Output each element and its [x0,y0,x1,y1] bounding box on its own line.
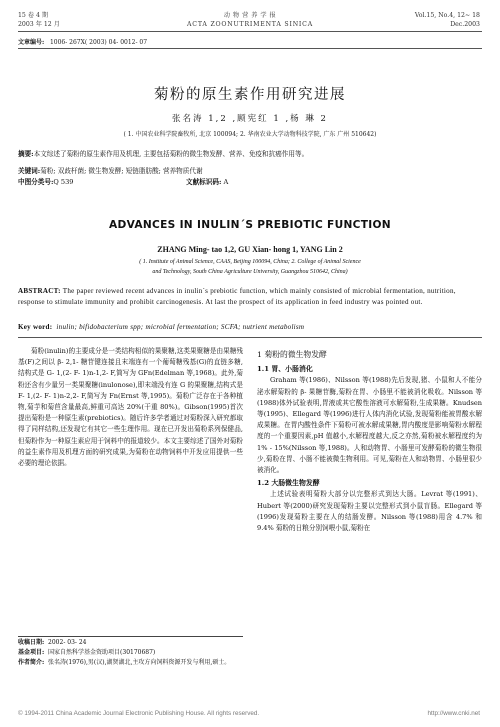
journal-name-cn: 动 物 营 养 学 报 [223,12,277,19]
abstract-en: ABSTRACT: The paper reviewed recent advances in inulin´s prebiotic function, which mainly consisted of microbial fermentation, nutrition, response to stimulate immunity and prohibit carcinogenesis. At last the prospect of its application in feed industry was pointed out. [18,287,456,306]
affiliation-en-line2: and Technology, South China Agriculture University, Guangzhou 510642, China) [152,269,348,275]
abstract-rule [18,337,482,338]
authors-cn: 张名涛 1,2 ,顾宪红 1 ,杨 琳 2 [172,114,328,124]
right-column [257,346,482,702]
footnote-rule [18,636,243,637]
author-bio: 作者简介: 张名涛(1976),男(汉),湖贤湖北,主攻方向饲料资源开发与利用,硕士。 [18,659,231,666]
volume-issue-cn: 15 卷 4 期 [18,12,49,19]
affiliation-en-line1: ( 1. Institute of Animal Science, CAAS, Beijing 100094, China; 2. College of Animal Science [139,259,361,265]
footnotes [18,638,243,668]
left-column [18,346,243,635]
document-code: 文献标识码: A [186,178,229,186]
intro-paragraph: 菊粉(inulin)的主要成分是一类结构相似的果聚糖,这类果聚糖是由果糖残基(F)之间以 β- 2,1- 糖苷键连接且末端连有一个葡萄糖残基(G)的直链多糖,结构式是 G- 1,(2- F- 1)n-1,2- F,简写为 GFn(Edelman 等,1968)。此外,菊粉还含有少量另一类果聚糖(inulonose),即末端没有连 G 的果聚糖,结构式是 F- 1,(2- F- 1)n-2,2- F,简写为 Fn(Ernst 等,1995)。菊粉广泛存在于各种植物,菊芋和菊苣含量最高,鲜重可高达 20%(干重 80%)。Gibson(1995)首次提出菊粉是一种原生素(prebiotics)。随后许多学者通过对菊粉深入研究都取得了同样结构,还发现它有其它一些生理作用。现在已开发出菊粉系列保健品,但菊粉作为一种原生素应用于饲料中的报道较少。本文主要综述了国外对菊粉的益生素作用及机理方面的研究成果,为菊粉在动物饲料中开发应用提供一些必要的理论依据。 [18,347,243,468]
affiliation-cn: ( 1. 中国农业科学院畜牧所, 北京 100094; 2. 华南农业大学动物科技学院, 广东 广州 510642) [123,131,377,138]
meta-rule [18,48,482,49]
abstract-cn: 摘要:本文综述了菊粉的原生素作用及机理, 主要包括菊粉的微生物发酵、营养、免疫和抗癌作用等。 [18,150,309,158]
funding: 基金项目: 国家自然科学基金资助项目(30170687) [18,649,156,656]
subsection-1-1-title: 1.1 胃、小肠消化 [257,365,313,374]
title-en: ADVANCES IN INULIN´S PREBIOTIC FUNCTION [109,219,391,231]
title-cn: 菊粉的原生素作用研究进展 [154,87,346,103]
copyright-notice: © 1994-2011 China Academic Journal Electronic Publishing House. All rights reserved. [18,710,260,717]
date-en: Dec.2003 [450,21,480,28]
article-number: 文章编号: 1006- 267X( 2003) 04- 0012- 07 [18,39,148,46]
date-cn: 2003 年 12 月 [18,21,60,28]
subsection-1-2-text: 上述试验表明菊粉大部分以完整形式到达大肠。Levrat 等(1991)、Hubert 等(2000)研究发现菊粉主要以完整形式到小鼠盲肠。Ellegard 等(1996)发现菊粉主要在人的结肠发酵。Nilsson 等(1988)用含 4.7% 和 9.4% 菊粉的日粮分别饲喂小鼠,菊粉在 [257,490,482,533]
keywords-en: Key word: inulin; bifidobacterium spp; microbial fermentation; SCFA; nutrient metabolism [18,323,305,331]
journal-name-en: ACTA ZOONUTRIMENTA SINICA [187,21,313,28]
authors-en: ZHANG Ming- tao 1,2, GU Xian- hong 1, YANG Lin 2 [157,245,343,254]
clc-number: 中图分类号:Q 539 [18,178,74,186]
volume-issue-en: Vol.15, No.4, 12~ 18 [414,12,480,19]
subsection-1-1-text: Graham 等(1986)、Nilsson 等(1988)先后发现,猪、小鼠和人不能分泌水解菊粉的 β- 果糖苷酶,菊粉在胃、小肠里不能被消化吸收。Nilsson 等(1988)体外试验表明,胃液或其它酸性溶液可水解菊粉,生成果糖。Knudsen 等(1995)、Ellegard 等(1996)进行人体内消化试验,发现菊粉能被胃酸水解成果糖。在胃内酸性条件下菊粉可被水解成果糖,胃内酸度是影响菊粉水解程度的一个重要因素,pH 值越小,水解程度越大,反之亦然,菊粉被水解程度约为 1% - 15%(Nilsson 等,1988)。人和动物胃、小肠里可发酵菊粉的微生物很少,菊粉在胃、小肠不能被微生物利用。可见,菊粉在人和动物胃、小肠里很少被消化。 [257,376,482,475]
keywords-cn: 关键词:菊粉; 双歧杆菌; 微生物发酵; 短链脂肪酸; 营养物质代谢 [18,167,203,175]
subsection-1-2-title: 1.2 大肠微生物发酵 [257,479,320,488]
received-date: 收稿日期: 2002- 03- 24 [18,639,87,646]
footer-url[interactable]: http://www.cnki.net [427,710,480,717]
section-1-title: 1 菊粉的微生物发酵 [257,350,327,359]
header-rule [18,31,482,32]
